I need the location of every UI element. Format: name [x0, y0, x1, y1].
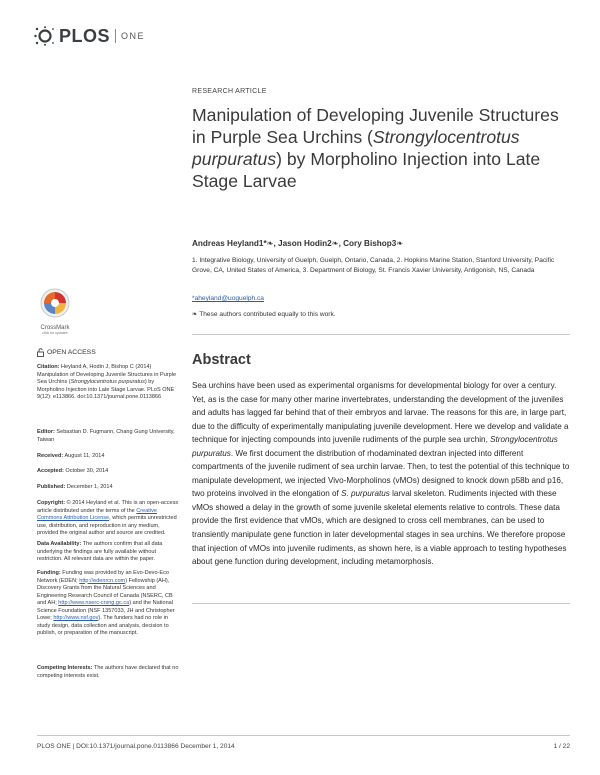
citation-label: Citation: — [37, 364, 60, 370]
abstract-text-3: larval skeleton. Rudiments injected with these vMOs showed a delay in the growth of some juvenile skeletal elements relative to controls. These data provide the first evidence that vMOs, which are designed to cross cell membranes, can be used to transiently manipulate gene function in later developmental stages in sea urchins. We therefore propose that injection of vMOs into juvenile rudiments, as shown here, is a viable approach to testing hypotheses about gene function during development, including metamorphosis. — [192, 489, 567, 567]
crossmark-icon — [40, 288, 70, 318]
received-date: August 11, 2014 — [64, 453, 105, 459]
abstract-heading: Abstract — [192, 352, 251, 368]
section-divider — [192, 334, 570, 335]
copyright-text-1: © 2014 Heyland et al. This is an open-access article distributed under the terms of the — [37, 500, 179, 514]
copyright-block — [37, 500, 179, 538]
abstract-text-2: . We first document the distribution of rhodaminated dextran injected into different compartments of the juvenile rudiment of sea urchin larvae. Then, to test the potential of this technique to manipulate development, we injected Vivo-Morpholinos (vMOs) designed to knock down p58b and p16, two proteins involved in the elongation of — [192, 448, 570, 499]
article-type: RESEARCH ARTICLE — [192, 88, 267, 95]
eden-link[interactable]: http://edenrcn.com — [79, 577, 126, 584]
title-species: Strongylocentrotus purpuratus — [192, 127, 520, 169]
received-label: Received: — [37, 453, 64, 459]
data-availability-block — [37, 541, 179, 564]
accepted-block — [37, 468, 179, 476]
published-label: Published: — [37, 484, 66, 490]
plos-one-logo[interactable] — [34, 26, 145, 46]
crossmark-label: CrossMark — [40, 325, 70, 331]
funding-label: Funding: — [37, 570, 61, 576]
affiliations: 1. Integrative Biology, University of Guelph, Guelph, Ontario, Canada, 2. Hopkins Marine Station, Stanford University, Pacific Grove, CA, United States of America, 3. Department of Biology, St. Francis Xavier University, Antigonish, NS, Canada — [192, 257, 555, 274]
citation-species: Strongylocentrotus purpuratus — [70, 379, 145, 385]
copyright-text-2: , which permits unrestricted use, distribution, and reproduction in any medium, provided the original author and source are credited. — [37, 515, 177, 536]
abstract-species-2: S. purpuratus — [341, 489, 390, 499]
citation-text-2: ) by Morpholino Injection into Late Stage Larvae. PLoS ONE 9(12): e113866. doi:10.1371/journal.pone.0113866 — [37, 379, 175, 400]
footer-citation: PLOS ONE | DOI:10.1371/journal.pone.0113866 December 1, 2014 — [37, 743, 235, 750]
editor-value: Sebastian D. Fugmann, Chang Gung University, Taiwan — [37, 429, 175, 443]
abstract-body — [192, 379, 570, 569]
crossmark-badge[interactable] — [35, 288, 75, 340]
title-part-1: Manipulation of Developing Juvenile Structures in Purple Sea Urchins ( — [192, 105, 559, 147]
published-block — [37, 484, 179, 492]
published-date: December 1, 2014 — [66, 484, 113, 490]
nsf-link[interactable]: http://www.nsf.gov — [53, 615, 99, 621]
funding-text-4: ). The funders had no role in study design, data collection and analysis, decision to publish, or preparation of the manuscript. — [37, 615, 169, 636]
logo-plos-text: PLOS — [59, 25, 111, 46]
abstract-species-1: Strongylocentrotus purpuratus — [192, 435, 558, 458]
competing-interests-block — [37, 665, 179, 680]
accepted-date: October 30, 2014 — [65, 468, 109, 474]
title-part-2: ) by Morpholino Injection into Late Stage Larvae — [192, 149, 541, 191]
footer-divider — [37, 735, 570, 736]
crossmark-sub-label: click for updates — [42, 331, 68, 335]
data-availability-text: The authors confirm that all data underlying the findings are fully available without restriction. All relevant data are within the paper. — [37, 541, 163, 562]
corresponding-email-link[interactable]: *aheyland@uoguelph.ca — [192, 295, 264, 302]
logo-one-text: ONE — [121, 31, 146, 41]
cc-license-link[interactable]: Creative Commons Attribution License — [37, 507, 157, 521]
accepted-label: Accepted: — [37, 468, 64, 474]
page-number: 1 / 22 — [553, 743, 570, 750]
citation-text-1: Heyland A, Hodin J, Bishop C (2014) Manipulation of Developing Juvenile Structures in Purple Sea Urchins ( — [37, 364, 177, 385]
editor-label: Editor: — [37, 429, 55, 435]
abstract-text-1: Sea urchins have been used as experimental organisms for developmental biology for over a century. Yet, as is the case for many other marine invertebrates, understanding the development of the juveniles and adults has lagged far behind that of their embryos and larvae. The reasons for this are, in large part, due to the difficulty of experimentally manipulating juvenile development. Here we develop and validate a technique for injecting compounds into juvenile rudiments of the purple sea urchin, — [192, 381, 569, 445]
received-block — [37, 453, 179, 461]
open-access-badge — [37, 348, 96, 357]
open-access-label: OPEN ACCESS — [47, 349, 96, 356]
competing-interests-label: Competing Interests: — [37, 665, 93, 671]
data-availability-label: Data Availability: — [37, 541, 82, 547]
author-list: Andreas Heyland1*❧, Jason Hodin2❧, Cory Bishop3❧ — [192, 239, 404, 248]
equal-contribution-note: ❧ These authors contributed equally to this work. — [192, 311, 336, 318]
copyright-label: Copyright: — [37, 500, 66, 506]
funding-block — [37, 570, 179, 638]
plos-logo-icon — [34, 26, 56, 46]
citation-block — [37, 364, 179, 402]
article-title — [192, 104, 570, 192]
funding-text-3: ) and the National Science Foundation (NSF 1357033, JH and Christopher Lowe; — [37, 600, 175, 621]
editor-block — [37, 429, 179, 444]
funding-text-2: ) Fellowship (AH), Discovery Grants from the Natural Sciences and Engineering Research Council of Canada (NSERC, CB and AH; — [37, 577, 173, 606]
competing-interests-text: The authors have declared that no competing interests exist. — [37, 665, 179, 679]
funding-text-1: Funding was provided by an Evo-Devo-Eco Network (EDEN; — [37, 570, 169, 584]
nserc-link[interactable]: http://www.nserc-crsng.gc.ca — [58, 600, 130, 606]
abstract-bottom-divider — [192, 603, 570, 604]
logo-separator — [115, 29, 116, 43]
open-lock-icon — [37, 348, 44, 357]
